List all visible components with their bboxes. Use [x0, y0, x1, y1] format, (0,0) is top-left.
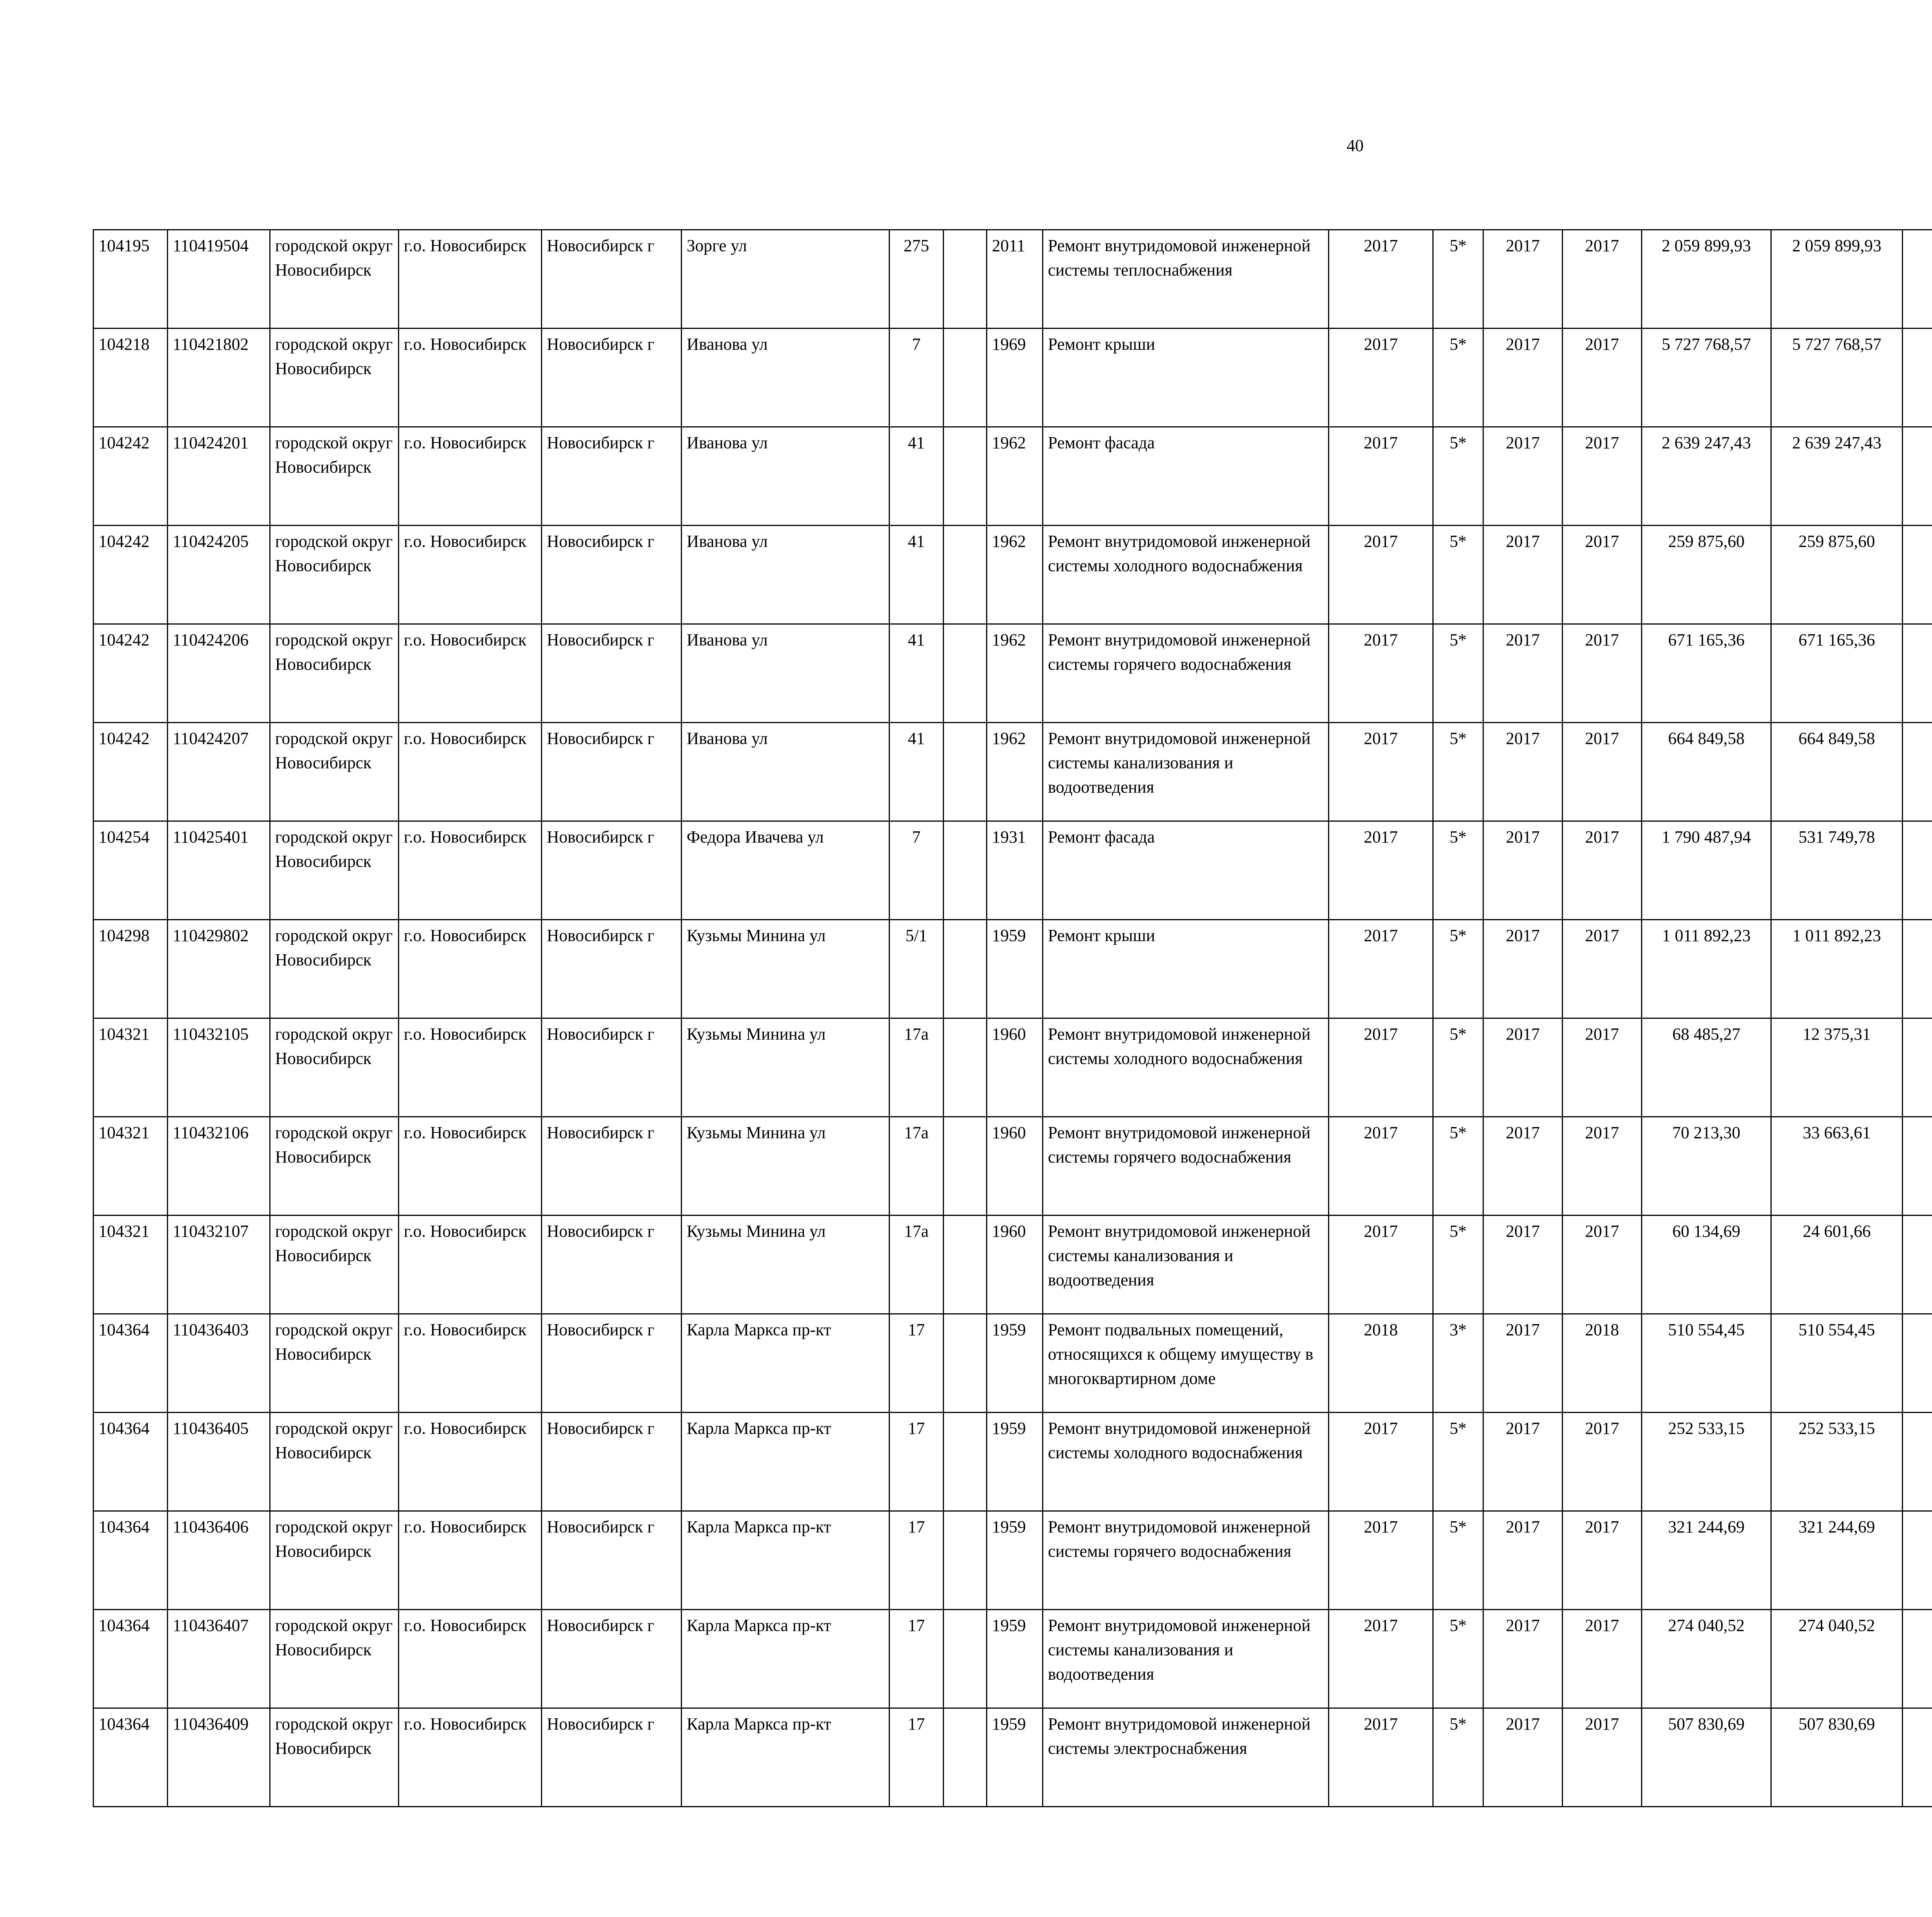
start-year-cell: 2017 — [1483, 1117, 1563, 1216]
house-id-cell: 104364 — [94, 1610, 168, 1708]
house-number-cell: 7 — [889, 821, 944, 920]
start-year-cell: 2017 — [1483, 821, 1563, 920]
planned-year-cell: 2017 — [1329, 329, 1433, 427]
commissioning-year-cell: 2011 — [987, 230, 1043, 329]
house-id-cell: 104242 — [94, 723, 168, 821]
work-id-cell: 110425401 — [168, 821, 270, 920]
table-row — [94, 1314, 1932, 1413]
municipality-cell: городской округ Новосибирск — [270, 624, 399, 723]
start-year-cell: 2017 — [1483, 427, 1563, 526]
priority-cell: 5* — [1433, 1708, 1483, 1807]
building-cell — [944, 1610, 987, 1708]
table-row — [94, 624, 1932, 723]
end-year-cell: 2017 — [1563, 1708, 1642, 1807]
planned-year-cell: 2017 — [1329, 1511, 1433, 1610]
urban-district-cell: г.о. Новосибирск — [399, 1216, 542, 1314]
settlement-cell: Новосибирск г — [542, 1708, 682, 1807]
planned-year-cell: 2017 — [1329, 723, 1433, 821]
street-cell: Иванова ул — [682, 624, 889, 723]
table-row — [94, 1018, 1932, 1117]
priority-cell: 5* — [1433, 1413, 1483, 1511]
commissioning-year-cell: 1969 — [987, 329, 1043, 427]
total-cost-cell: 671 165,36 — [1642, 624, 1771, 723]
start-year-cell: 2017 — [1483, 329, 1563, 427]
priority-cell: 5* — [1433, 1511, 1483, 1610]
start-year-cell: 2017 — [1483, 624, 1563, 723]
building-cell — [944, 1117, 987, 1216]
house-id-cell: 104364 — [94, 1314, 168, 1413]
house-id-cell: 104321 — [94, 1018, 168, 1117]
work-id-cell: 110424205 — [168, 526, 270, 624]
urban-district-cell: г.о. Новосибирск — [399, 1018, 542, 1117]
municipality-cell: городской округ Новосибирск — [270, 1117, 399, 1216]
fund-cost-cell: 12 375,31 — [1771, 1018, 1903, 1117]
amount-cell-17 — [1903, 723, 1932, 821]
amount-cell-17 — [1903, 624, 1932, 723]
house-id-cell: 104195 — [94, 230, 168, 329]
building-cell — [944, 1708, 987, 1807]
building-cell — [944, 230, 987, 329]
street-cell: Федора Ивачева ул — [682, 821, 889, 920]
priority-cell: 5* — [1433, 821, 1483, 920]
priority-cell: 5* — [1433, 329, 1483, 427]
table-row — [94, 1413, 1932, 1511]
page-number: 40 — [1347, 136, 1364, 155]
settlement-cell: Новосибирск г — [542, 329, 682, 427]
table-row — [94, 1216, 1932, 1314]
municipality-cell: городской округ Новосибирск — [270, 1314, 399, 1413]
house-id-cell: 104254 — [94, 821, 168, 920]
amount-cell-17 — [1903, 1117, 1932, 1216]
priority-cell: 5* — [1433, 1216, 1483, 1314]
total-cost-cell: 5 727 768,57 — [1642, 329, 1771, 427]
work-id-cell: 110424201 — [168, 427, 270, 526]
start-year-cell: 2017 — [1483, 526, 1563, 624]
total-cost-cell: 68 485,27 — [1642, 1018, 1771, 1117]
work-type-cell: Ремонт внутридомовой инженерной системы горячего водоснабжения — [1043, 1117, 1329, 1216]
settlement-cell: Новосибирск г — [542, 427, 682, 526]
start-year-cell: 2017 — [1483, 920, 1563, 1018]
fund-cost-cell: 664 849,58 — [1771, 723, 1903, 821]
settlement-cell: Новосибирск г — [542, 1610, 682, 1708]
commissioning-year-cell: 1962 — [987, 427, 1043, 526]
street-cell: Карла Маркса пр-кт — [682, 1511, 889, 1610]
fund-cost-cell: 24 601,66 — [1771, 1216, 1903, 1314]
start-year-cell: 2017 — [1483, 1413, 1563, 1511]
street-cell: Карла Маркса пр-кт — [682, 1610, 889, 1708]
end-year-cell: 2017 — [1563, 526, 1642, 624]
commissioning-year-cell: 1959 — [987, 1314, 1043, 1413]
municipality-cell: городской округ Новосибирск — [270, 723, 399, 821]
table-row — [94, 723, 1932, 821]
work-id-cell: 110421802 — [168, 329, 270, 427]
municipality-cell: городской округ Новосибирск — [270, 526, 399, 624]
settlement-cell: Новосибирск г — [542, 624, 682, 723]
priority-cell: 5* — [1433, 723, 1483, 821]
municipality-cell: городской округ Новосибирск — [270, 230, 399, 329]
house-number-cell: 41 — [889, 526, 944, 624]
start-year-cell: 2017 — [1483, 1216, 1563, 1314]
house-number-cell: 17 — [889, 1314, 944, 1413]
priority-cell: 5* — [1433, 920, 1483, 1018]
work-type-cell: Ремонт внутридомовой инженерной системы канализования и водоотведения — [1043, 1216, 1329, 1314]
building-cell — [944, 920, 987, 1018]
amount-cell-17 — [1903, 526, 1932, 624]
end-year-cell: 2017 — [1563, 329, 1642, 427]
end-year-cell: 2017 — [1563, 1610, 1642, 1708]
end-year-cell: 2017 — [1563, 624, 1642, 723]
end-year-cell: 2017 — [1563, 1413, 1642, 1511]
amount-cell-17 — [1903, 920, 1932, 1018]
commissioning-year-cell: 1959 — [987, 1413, 1043, 1511]
building-cell — [944, 1314, 987, 1413]
house-number-cell: 17а — [889, 1117, 944, 1216]
house-id-cell: 104242 — [94, 427, 168, 526]
amount-cell-17 — [1903, 1708, 1932, 1807]
work-id-cell: 110419504 — [168, 230, 270, 329]
work-id-cell: 110436407 — [168, 1610, 270, 1708]
settlement-cell: Новосибирск г — [542, 1413, 682, 1511]
building-cell — [944, 1511, 987, 1610]
total-cost-cell: 321 244,69 — [1642, 1511, 1771, 1610]
building-cell — [944, 526, 987, 624]
urban-district-cell: г.о. Новосибирск — [399, 1413, 542, 1511]
work-type-cell: Ремонт крыши — [1043, 920, 1329, 1018]
urban-district-cell: г.о. Новосибирск — [399, 1314, 542, 1413]
settlement-cell: Новосибирск г — [542, 1216, 682, 1314]
house-number-cell: 17 — [889, 1413, 944, 1511]
municipality-cell: городской округ Новосибирск — [270, 427, 399, 526]
capital-repair-table — [93, 229, 1932, 1807]
urban-district-cell: г.о. Новосибирск — [399, 1511, 542, 1610]
start-year-cell: 2017 — [1483, 230, 1563, 329]
settlement-cell: Новосибирск г — [542, 1018, 682, 1117]
end-year-cell: 2017 — [1563, 1018, 1642, 1117]
building-cell — [944, 427, 987, 526]
house-id-cell: 104364 — [94, 1511, 168, 1610]
commissioning-year-cell: 1962 — [987, 624, 1043, 723]
work-id-cell: 110424207 — [168, 723, 270, 821]
work-id-cell: 110436403 — [168, 1314, 270, 1413]
municipality-cell: городской округ Новосибирск — [270, 1413, 399, 1511]
commissioning-year-cell: 1962 — [987, 526, 1043, 624]
priority-cell: 3* — [1433, 1314, 1483, 1413]
planned-year-cell: 2017 — [1329, 230, 1433, 329]
start-year-cell: 2017 — [1483, 1018, 1563, 1117]
end-year-cell: 2017 — [1563, 821, 1642, 920]
end-year-cell: 2017 — [1563, 1511, 1642, 1610]
commissioning-year-cell: 1931 — [987, 821, 1043, 920]
house-number-cell: 17а — [889, 1018, 944, 1117]
building-cell — [944, 723, 987, 821]
urban-district-cell: г.о. Новосибирск — [399, 723, 542, 821]
urban-district-cell: г.о. Новосибирск — [399, 1610, 542, 1708]
street-cell: Зорге ул — [682, 230, 889, 329]
settlement-cell: Новосибирск г — [542, 723, 682, 821]
fund-cost-cell: 321 244,69 — [1771, 1511, 1903, 1610]
municipality-cell: городской округ Новосибирск — [270, 1708, 399, 1807]
work-type-cell: Ремонт внутридомовой инженерной системы теплоснабжения — [1043, 230, 1329, 329]
work-type-cell: Ремонт фасада — [1043, 821, 1329, 920]
work-type-cell: Ремонт внутридомовой инженерной системы канализования и водоотведения — [1043, 1610, 1329, 1708]
fund-cost-cell: 2 059 899,93 — [1771, 230, 1903, 329]
street-cell: Кузьмы Минина ул — [682, 1216, 889, 1314]
house-id-cell: 104242 — [94, 526, 168, 624]
fund-cost-cell: 510 554,45 — [1771, 1314, 1903, 1413]
commissioning-year-cell: 1960 — [987, 1018, 1043, 1117]
table-body — [94, 230, 1932, 1807]
total-cost-cell: 70 213,30 — [1642, 1117, 1771, 1216]
amount-cell-17 — [1903, 1018, 1932, 1117]
urban-district-cell: г.о. Новосибирск — [399, 230, 542, 329]
start-year-cell: 2017 — [1483, 723, 1563, 821]
fund-cost-cell: 274 040,52 — [1771, 1610, 1903, 1708]
house-id-cell: 104242 — [94, 624, 168, 723]
building-cell — [944, 1018, 987, 1117]
commissioning-year-cell: 1962 — [987, 723, 1043, 821]
priority-cell: 5* — [1433, 526, 1483, 624]
start-year-cell: 2017 — [1483, 1708, 1563, 1807]
planned-year-cell: 2017 — [1329, 1216, 1433, 1314]
table-row — [94, 427, 1932, 526]
fund-cost-cell: 1 011 892,23 — [1771, 920, 1903, 1018]
total-cost-cell: 1 011 892,23 — [1642, 920, 1771, 1018]
house-number-cell: 17 — [889, 1610, 944, 1708]
priority-cell: 5* — [1433, 1610, 1483, 1708]
end-year-cell: 2017 — [1563, 920, 1642, 1018]
street-cell: Кузьмы Минина ул — [682, 920, 889, 1018]
work-type-cell: Ремонт внутридомовой инженерной системы канализования и водоотведения — [1043, 723, 1329, 821]
amount-cell-17 — [1903, 1511, 1932, 1610]
start-year-cell: 2017 — [1483, 1511, 1563, 1610]
planned-year-cell: 2017 — [1329, 1413, 1433, 1511]
amount-cell-17 — [1903, 1216, 1932, 1314]
end-year-cell: 2017 — [1563, 230, 1642, 329]
house-id-cell: 104364 — [94, 1413, 168, 1511]
end-year-cell: 2017 — [1563, 1216, 1642, 1314]
municipality-cell: городской округ Новосибирск — [270, 329, 399, 427]
planned-year-cell: 2017 — [1329, 1117, 1433, 1216]
street-cell: Иванова ул — [682, 526, 889, 624]
building-cell — [944, 329, 987, 427]
work-id-cell: 110432107 — [168, 1216, 270, 1314]
total-cost-cell: 274 040,52 — [1642, 1610, 1771, 1708]
table-row — [94, 1610, 1932, 1708]
work-type-cell: Ремонт фасада — [1043, 427, 1329, 526]
fund-cost-cell: 507 830,69 — [1771, 1708, 1903, 1807]
urban-district-cell: г.о. Новосибирск — [399, 920, 542, 1018]
fund-cost-cell: 259 875,60 — [1771, 526, 1903, 624]
work-id-cell: 110436409 — [168, 1708, 270, 1807]
settlement-cell: Новосибирск г — [542, 526, 682, 624]
settlement-cell: Новосибирск г — [542, 821, 682, 920]
amount-cell-17 — [1903, 1314, 1932, 1413]
house-id-cell: 104321 — [94, 1216, 168, 1314]
work-id-cell: 110436405 — [168, 1413, 270, 1511]
table-row — [94, 1708, 1932, 1807]
planned-year-cell: 2017 — [1329, 1708, 1433, 1807]
building-cell — [944, 1413, 987, 1511]
amount-cell-17 — [1903, 1610, 1932, 1708]
building-cell — [944, 624, 987, 723]
municipality-cell: городской округ Новосибирск — [270, 1018, 399, 1117]
start-year-cell: 2017 — [1483, 1610, 1563, 1708]
amount-cell-17 — [1903, 329, 1932, 427]
building-cell — [944, 1216, 987, 1314]
amount-cell-17 — [1903, 1413, 1932, 1511]
amount-cell-17 — [1903, 230, 1932, 329]
fund-cost-cell: 531 749,78 — [1771, 821, 1903, 920]
table-row — [94, 920, 1932, 1018]
house-id-cell: 104364 — [94, 1708, 168, 1807]
table-row — [94, 821, 1932, 920]
end-year-cell: 2017 — [1563, 1117, 1642, 1216]
settlement-cell: Новосибирск г — [542, 920, 682, 1018]
work-id-cell: 110436406 — [168, 1511, 270, 1610]
street-cell: Кузьмы Минина ул — [682, 1117, 889, 1216]
settlement-cell: Новосибирск г — [542, 1117, 682, 1216]
street-cell: Иванова ул — [682, 329, 889, 427]
building-cell — [944, 821, 987, 920]
municipality-cell: городской округ Новосибирск — [270, 1216, 399, 1314]
settlement-cell: Новосибирск г — [542, 1511, 682, 1610]
table-row — [94, 329, 1932, 427]
municipality-cell: городской округ Новосибирск — [270, 821, 399, 920]
urban-district-cell: г.о. Новосибирск — [399, 427, 542, 526]
work-id-cell: 110429802 — [168, 920, 270, 1018]
work-id-cell: 110432106 — [168, 1117, 270, 1216]
street-cell: Карла Маркса пр-кт — [682, 1708, 889, 1807]
work-type-cell: Ремонт внутридомовой инженерной системы холодного водоснабжения — [1043, 1413, 1329, 1511]
total-cost-cell: 60 134,69 — [1642, 1216, 1771, 1314]
street-cell: Карла Маркса пр-кт — [682, 1413, 889, 1511]
table-row — [94, 1117, 1932, 1216]
total-cost-cell: 259 875,60 — [1642, 526, 1771, 624]
house-id-cell: 104321 — [94, 1117, 168, 1216]
amount-cell-17 — [1903, 427, 1932, 526]
planned-year-cell: 2017 — [1329, 920, 1433, 1018]
municipality-cell: городской округ Новосибирск — [270, 1511, 399, 1610]
planned-year-cell: 2017 — [1329, 427, 1433, 526]
work-type-cell: Ремонт внутридомовой инженерной системы электроснабжения — [1043, 1708, 1329, 1807]
settlement-cell: Новосибирск г — [542, 1314, 682, 1413]
work-id-cell: 110424206 — [168, 624, 270, 723]
work-id-cell: 110432105 — [168, 1018, 270, 1117]
commissioning-year-cell: 1959 — [987, 1610, 1043, 1708]
house-number-cell: 5/1 — [889, 920, 944, 1018]
fund-cost-cell: 33 663,61 — [1771, 1117, 1903, 1216]
total-cost-cell: 1 790 487,94 — [1642, 821, 1771, 920]
house-number-cell: 41 — [889, 624, 944, 723]
commissioning-year-cell: 1960 — [987, 1117, 1043, 1216]
house-number-cell: 17 — [889, 1511, 944, 1610]
total-cost-cell: 664 849,58 — [1642, 723, 1771, 821]
priority-cell: 5* — [1433, 1018, 1483, 1117]
street-cell: Иванова ул — [682, 427, 889, 526]
planned-year-cell: 2018 — [1329, 1314, 1433, 1413]
priority-cell: 5* — [1433, 230, 1483, 329]
commissioning-year-cell: 1959 — [987, 1708, 1043, 1807]
end-year-cell: 2018 — [1563, 1314, 1642, 1413]
commissioning-year-cell: 1959 — [987, 1511, 1043, 1610]
municipality-cell: городской округ Новосибирск — [270, 920, 399, 1018]
urban-district-cell: г.о. Новосибирск — [399, 329, 542, 427]
commissioning-year-cell: 1960 — [987, 1216, 1043, 1314]
priority-cell: 5* — [1433, 1117, 1483, 1216]
total-cost-cell: 507 830,69 — [1642, 1708, 1771, 1807]
fund-cost-cell: 252 533,15 — [1771, 1413, 1903, 1511]
total-cost-cell: 252 533,15 — [1642, 1413, 1771, 1511]
work-type-cell: Ремонт внутридомовой инженерной системы горячего водоснабжения — [1043, 624, 1329, 723]
street-cell: Карла Маркса пр-кт — [682, 1314, 889, 1413]
total-cost-cell: 510 554,45 — [1642, 1314, 1771, 1413]
house-number-cell: 41 — [889, 723, 944, 821]
urban-district-cell: г.о. Новосибирск — [399, 1708, 542, 1807]
work-type-cell: Ремонт подвальных помещений, относящихся к общему имуществу в многоквартирном доме — [1043, 1314, 1329, 1413]
fund-cost-cell: 2 639 247,43 — [1771, 427, 1903, 526]
urban-district-cell: г.о. Новосибирск — [399, 821, 542, 920]
street-cell: Кузьмы Минина ул — [682, 1018, 889, 1117]
table-row — [94, 230, 1932, 329]
house-number-cell: 7 — [889, 329, 944, 427]
total-cost-cell: 2 639 247,43 — [1642, 427, 1771, 526]
planned-year-cell: 2017 — [1329, 526, 1433, 624]
table-row — [94, 1511, 1932, 1610]
house-number-cell: 17а — [889, 1216, 944, 1314]
planned-year-cell: 2017 — [1329, 1018, 1433, 1117]
municipality-cell: городской округ Новосибирск — [270, 1610, 399, 1708]
house-number-cell: 17 — [889, 1708, 944, 1807]
priority-cell: 5* — [1433, 624, 1483, 723]
fund-cost-cell: 5 727 768,57 — [1771, 329, 1903, 427]
commissioning-year-cell: 1959 — [987, 920, 1043, 1018]
planned-year-cell: 2017 — [1329, 624, 1433, 723]
amount-cell-17 — [1903, 821, 1932, 920]
end-year-cell: 2017 — [1563, 723, 1642, 821]
total-cost-cell: 2 059 899,93 — [1642, 230, 1771, 329]
start-year-cell: 2017 — [1483, 1314, 1563, 1413]
work-type-cell: Ремонт внутридомовой инженерной системы холодного водоснабжения — [1043, 1018, 1329, 1117]
urban-district-cell: г.о. Новосибирск — [399, 526, 542, 624]
street-cell: Иванова ул — [682, 723, 889, 821]
house-id-cell: 104298 — [94, 920, 168, 1018]
work-type-cell: Ремонт крыши — [1043, 329, 1329, 427]
settlement-cell: Новосибирск г — [542, 230, 682, 329]
end-year-cell: 2017 — [1563, 427, 1642, 526]
fund-cost-cell: 671 165,36 — [1771, 624, 1903, 723]
planned-year-cell: 2017 — [1329, 821, 1433, 920]
work-type-cell: Ремонт внутридомовой инженерной системы горячего водоснабжения — [1043, 1511, 1329, 1610]
planned-year-cell: 2017 — [1329, 1610, 1433, 1708]
work-type-cell: Ремонт внутридомовой инженерной системы холодного водоснабжения — [1043, 526, 1329, 624]
house-number-cell: 41 — [889, 427, 944, 526]
urban-district-cell: г.о. Новосибирск — [399, 624, 542, 723]
house-id-cell: 104218 — [94, 329, 168, 427]
table-row — [94, 526, 1932, 624]
priority-cell: 5* — [1433, 427, 1483, 526]
urban-district-cell: г.о. Новосибирск — [399, 1117, 542, 1216]
house-number-cell: 275 — [889, 230, 944, 329]
